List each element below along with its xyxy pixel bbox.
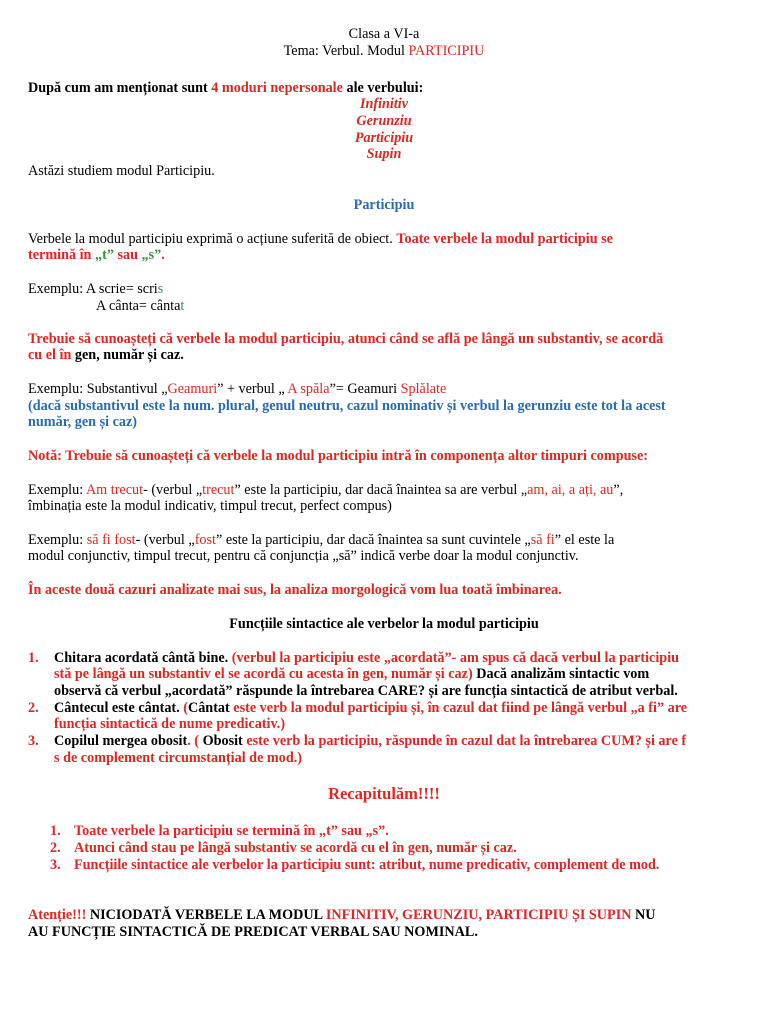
intro-line: După cum am menționat sunt 4 moduri nepersonale ale verbului:: [28, 80, 424, 96]
recap-item-1: 1. Toate verbele la participiu se termină în „t” sau „s”.: [50, 823, 389, 839]
mode-supin: Supin: [366, 146, 402, 162]
warning-line-2: AU FUNCȚIE SINTACTICĂ DE PREDICAT VERBAL SAU NOMINAL.: [28, 924, 478, 940]
conclusion-line: În aceste două cazuri analizate mai sus, la analiza morgologică vom lua toată îmbinarea.: [28, 582, 562, 598]
function-item-3-line-1: 3. Copilul mergea obosit. ( Obosit este verb la participiu, răspunde în cazul dat la întrebarea CUM? și are f: [28, 733, 687, 749]
class-label: Clasa a VI-a: [348, 26, 420, 42]
function-item-3-line-2: s de complement circumstanțial de mod.): [54, 750, 302, 766]
today-line: Astăzi studiem modul Participiu.: [28, 163, 215, 179]
agreement-rule-line-2: cu el în gen, număr și caz.: [28, 347, 184, 363]
functions-title: Funcțiile sintactice ale verbelor la modul participiu: [229, 616, 539, 632]
example-3-line-2: îmbinația este la modul indicativ, timpul trecut, perfect compus): [28, 498, 392, 514]
recap-title: Recapitulăm!!!!: [328, 784, 440, 803]
recap-item-2: 2. Atunci când stau pe lângă substantiv se acordă cu el în gen, număr și caz.: [50, 840, 517, 856]
example-2-line: Exemplu: Substantivul „Geamuri” + verbul „ A spăla”= Geamuri Splălate: [28, 381, 447, 397]
example-4-line-1: Exemplu: să fi fost- (verbul „fost” este la participiu, dar dacă înaintea sa sunt cuvintele „să fi” el este la: [28, 532, 615, 548]
example-3-line-1: Exemplu: Am trecut- (verbul „trecut” este la participiu, dar dacă înaintea sa are verbul „am, ai, a ați, au”,: [28, 482, 624, 498]
example-4-line-2: modul conjunctiv, timpul trecut, pentru că conjuncția „să” indică verbe doar la modul conjunctiv.: [28, 548, 579, 564]
example-2-note-2: număr, gen și caz): [28, 414, 138, 430]
recap-item-3: 3. Funcțiile sintactice ale verbelor la participiu sunt: atribut, nume predicativ, complement de mod.: [50, 857, 660, 873]
agreement-rule-line-1: Trebuie să cunoașteți că verbele la modul participiu, atunci când se află pe lângă un substantiv, se acordă: [28, 331, 664, 347]
mode-gerunziu: Gerunziu: [356, 113, 412, 129]
function-item-2-line-1: 2. Cântecul este cântat. (Cântat este verb la modul participiu și, în cazul dat fiind pe lângă verbul „a fi” are: [28, 700, 688, 716]
function-item-1-line-3: observă că verbul „acordată” răspunde la întrebarea CARE? și are funcția sintactică de atribut verbal.: [54, 683, 678, 699]
function-item-1-line-1: 1. Chitara acordată cântă bine. (verbul la participiu este „acordată”- am spus că dacă verbul la participiu: [28, 650, 680, 666]
example-1-line-2: A cânta= cântat: [96, 298, 185, 314]
section-title: Participiu: [353, 197, 415, 213]
mode-infinitiv: Infinitiv: [359, 96, 409, 112]
lesson-title: Tema: Verbul. Modul PARTICIPIU: [283, 43, 485, 59]
lesson-title-highlight: PARTICIPIU: [408, 43, 485, 59]
warning-line-1: Atenție!!! NICIODATĂ VERBELE LA MODUL INFINITIV, GERUNZIU, PARTICIPIU ȘI SUPIN NU: [28, 907, 656, 923]
definition-line-2: termină în „t” sau „s”.: [28, 247, 165, 263]
note-line: Notă: Trebuie să cunoașteți că verbele la modul participiu intră în componența altor timpuri compuse:: [28, 448, 649, 464]
function-item-1-line-2: stă pe lângă un substantiv el se acordă cu acesta în gen, număr și caz) Dacă analizăm sintactic vom: [54, 666, 650, 682]
function-item-2-line-2: funcția sintactică de nume predicativ.): [54, 716, 286, 732]
example-1-line-1: Exemplu: A scrie= scris: [28, 281, 164, 297]
mode-participiu: Participiu: [354, 130, 414, 146]
example-2-note-1: (dacă substantivul este la num. plural, genul neutru, cazul nominativ și verbul la gerunziu este tot la acest: [28, 398, 666, 414]
definition-line-1: Verbele la modul participiu exprimă o acțiune suferită de obiect. Toate verbele la modul participiu se: [28, 231, 613, 247]
